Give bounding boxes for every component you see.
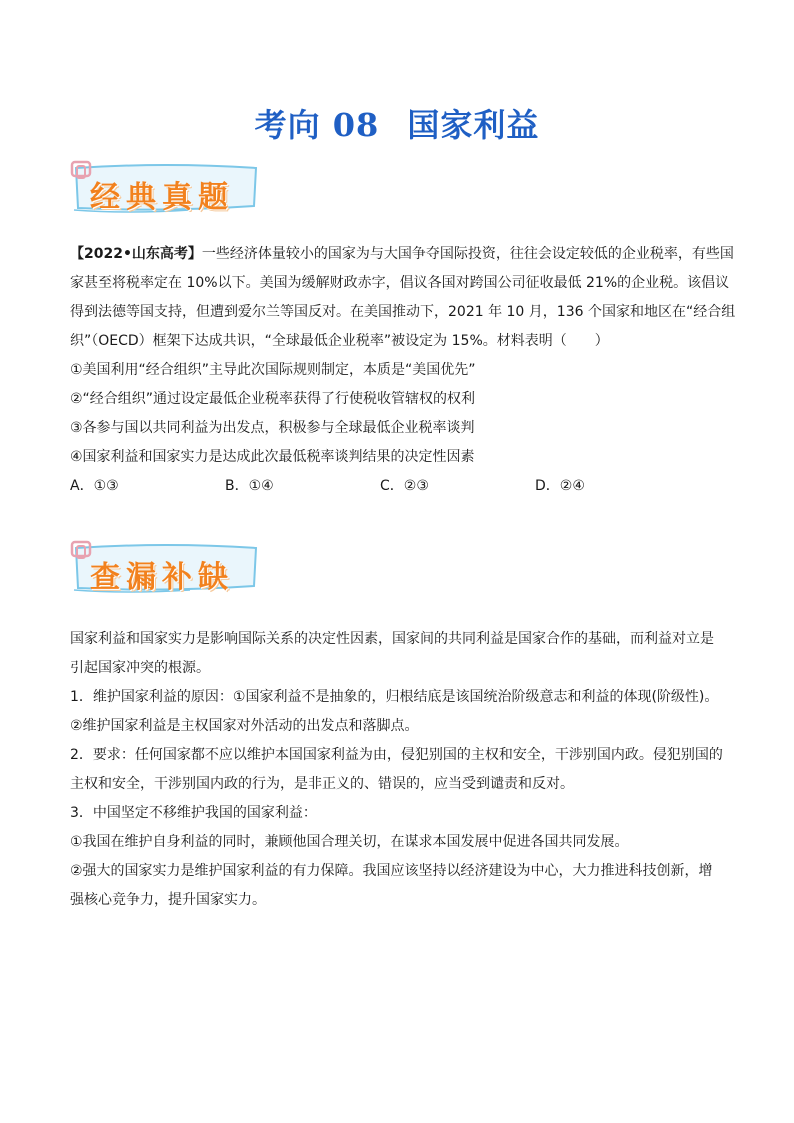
review-line-8: ①我国在维护自身利益的同时，兼顾他国合理关切，在谋求本国发展中促进各国共同发展。 [70,834,629,850]
paperclip-icon [70,160,92,180]
badge-label-review: 查漏补缺 [90,560,234,595]
statement-1: ①美国利用“经合组织”主导此次国际规则制定，本质是“美国优先” [70,362,476,378]
statement-2: ②“经合组织”通过设定最低企业税率获得了行使税收管辖权的权利 [70,391,476,407]
title-prefix: 考向 08 [254,106,380,144]
question-stem-line-1: 【2022•山东高考】一些经济体量较小的国家为与大国争夺国际投资，往往会设定较低的企业税率，有些国 [70,246,734,262]
review-line-9: ②强大的国家实力是维护国家利益的有力保障。我国应该坚持以经济建设为中心，大力推进科技创新，增 [70,863,713,879]
review-line-1: 国家利益和国家实力是影响国际关系的决定性因素，国家间的共同利益是国家合作的基础，而利益对立是 [70,631,714,647]
review-line-10: 强核心竞争力，提升国家实力。 [70,892,266,908]
section-badge-classic [70,160,262,216]
title-main: 国家利益 [407,106,540,144]
review-line-4: ②维护国家利益是主权国家对外活动的出发点和落脚点。 [70,718,419,734]
paperclip-icon [70,540,92,560]
option-a: A．①③ [70,478,119,494]
review-section [70,625,726,915]
review-line-5: 2．要求：任何国家都不应以维护本国国家利益为由，侵犯别国的主权和安全，干涉别国内政。侵犯别国的 [70,747,723,763]
page-title [0,100,794,146]
review-line-6: 主权和安全，干涉别国内政的行为，是非正义的、错误的，应当受到谴责和反对。 [70,776,574,792]
section-badge-review [70,540,262,596]
statement-4: ④国家利益和国家实力是达成此次最低税率谈判结果的决定性因素 [70,449,475,465]
review-line-2: 引起国家冲突的根源。 [70,660,210,676]
option-d: D．②④ [535,478,585,494]
question-stem-line-3: 得到法德等国支持，但遭到爱尔兰等国反对。在美国推动下，2021 年 10 月，136 个国家和地区在“经合组 [70,304,736,320]
option-c: C．②③ [380,478,429,494]
badge-label-classic: 经典真题 [90,180,234,215]
option-b: B．①④ [225,478,274,494]
review-line-3: 1．维护国家利益的原因：①国家利益不是抽象的，归根结底是该国统治阶级意志和利益的体现(阶级性)。 [70,689,719,705]
review-line-7: 3．中国坚定不移维护我国的国家利益： [70,805,317,821]
answer-options [70,472,726,501]
question-stem-line-2: 家甚至将税率定在 10%以下。美国为缓解财政赤字，倡议各国对跨国公司征收最低 21%的企业税。该倡议 [70,275,730,291]
statement-3: ③各参与国以共同利益为出发点，积极参与全球最低企业税率谈判 [70,420,475,436]
question-section [70,240,736,501]
question-source: 【2022•山东高考】 [70,246,202,262]
question-stem-line-4: 织”（OECD）框架下达成共识，“全球最低企业税率”被设定为 15%。材料表明（ ） [70,333,609,349]
